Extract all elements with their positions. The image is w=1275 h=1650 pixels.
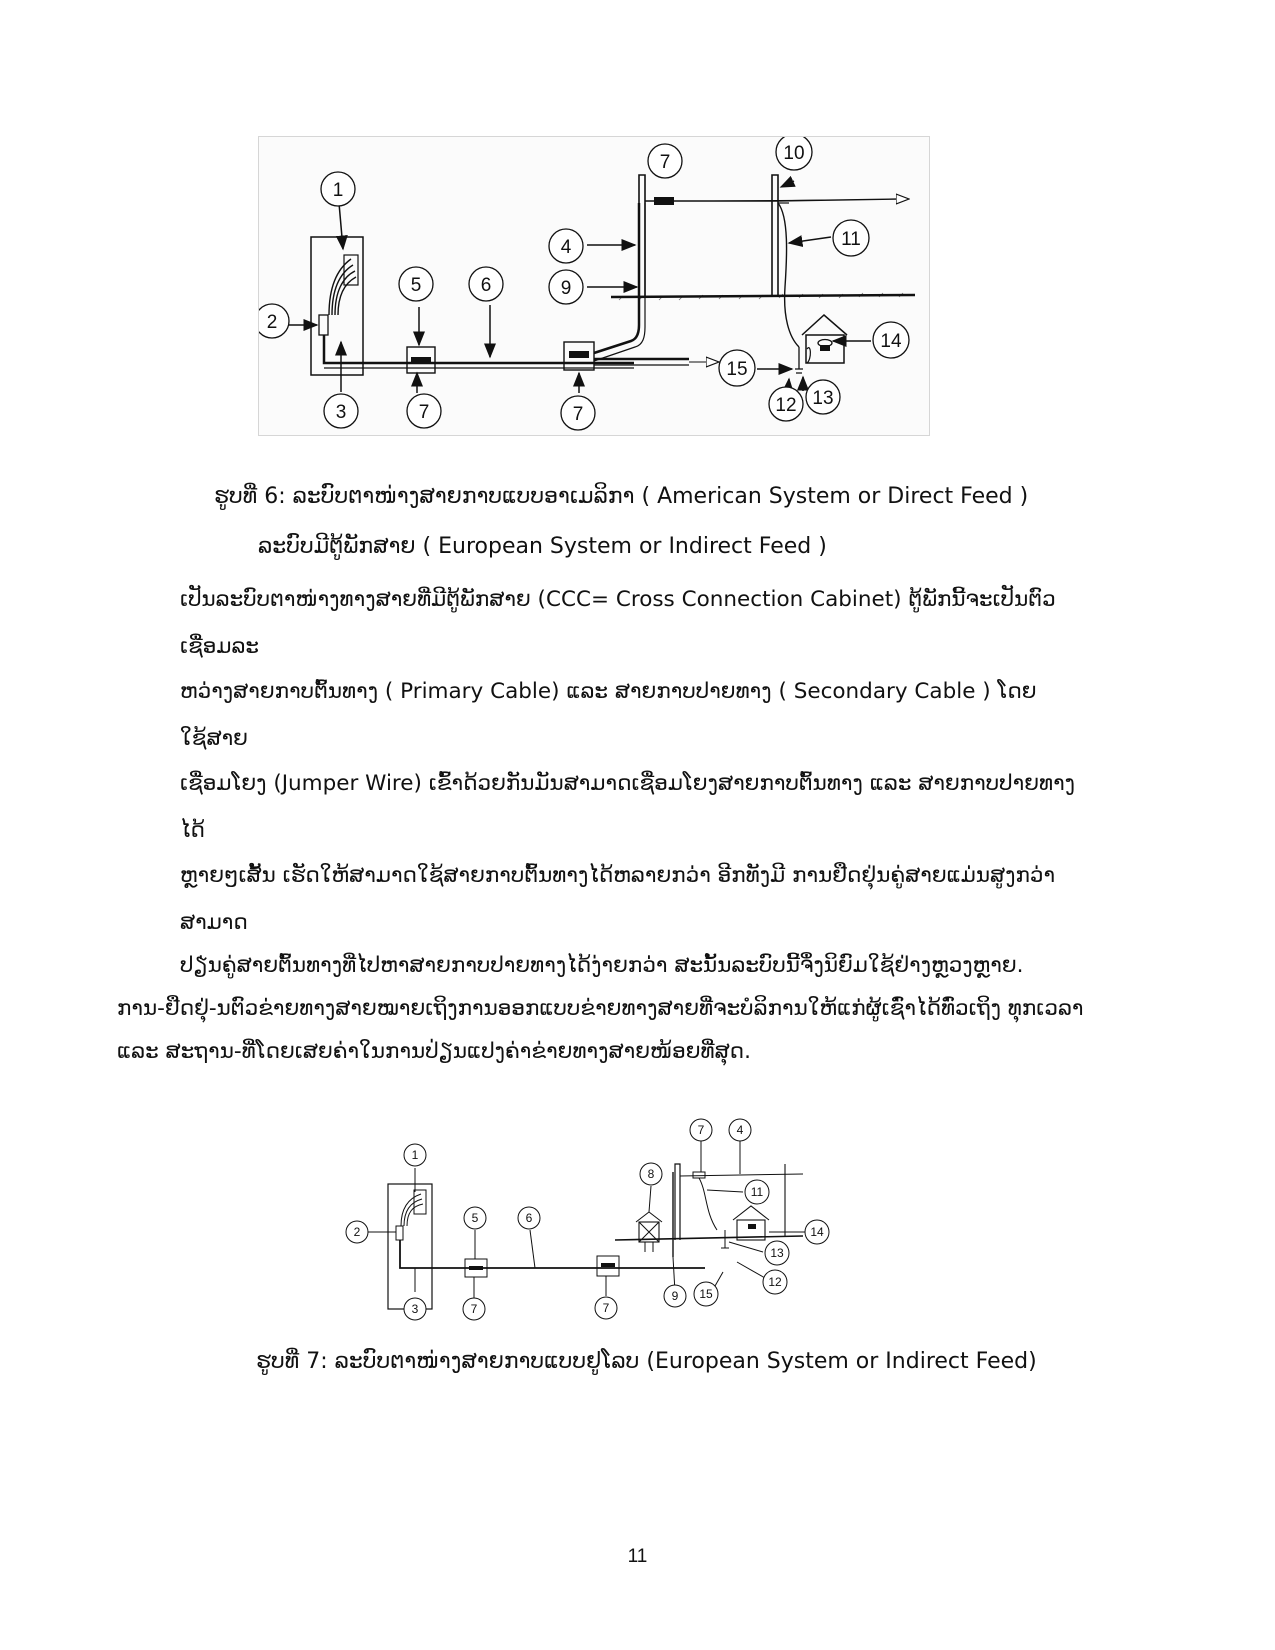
paragraph-line: ສາມາດ xyxy=(180,910,248,935)
paragraph-line: ເປັນລະບົບຕາໜ່າງທາງສາຍທີ່ມີຕູ້ພັກສາຍ (CCC= Cross Connection Cabinet) ຕູ້ພັກນີ້ຈະເປັນຕົວ xyxy=(180,587,1056,612)
fig7-callout-6: 6 xyxy=(525,1211,533,1225)
fig7-callout-15: 15 xyxy=(699,1287,713,1301)
fig7-callout-7c: 7 xyxy=(697,1123,705,1137)
paragraph-line: ການ-ຢືດຢຸ່-ນຕົວຂ່າຍທາງສາຍໝາຍເຖິງການອອກແບບຂ່າຍທາງສາຍທີ່ຈະບໍລິການໃຫ້ແກ່ຜູ້ເຊົ່າໄດ້ທົ່ວເຖິງ ທຸກເວລາ xyxy=(117,996,1084,1021)
fig6-callout-4: 4 xyxy=(560,237,572,258)
fig6-callout-9: 9 xyxy=(560,278,572,299)
paragraph-line: ເຊື່ອມໂຍງ (Jumper Wire) ເຂົ້າດ້ວຍກັນມັນສາມາດເຊື່ອມໂຍງສາຍກາບຕົ້ນທາງ ແລະ ສາຍກາບປາຍທາງ xyxy=(180,771,1076,796)
fig6-callout-10: 10 xyxy=(783,143,805,164)
fig7-callout-7a: 7 xyxy=(470,1302,478,1316)
fig6-callout-15: 15 xyxy=(726,359,748,380)
fig6-callout-3: 3 xyxy=(335,402,347,423)
fig7-callout-8: 8 xyxy=(647,1167,655,1181)
fig7-callout-9: 9 xyxy=(671,1289,679,1303)
figure6-caption: ຮູບທີ່ 6: ລະບົບຕາໜ່າງສາຍກາບແບບອາເມລິກາ ( American System or Direct Feed ) xyxy=(214,484,1029,509)
fig7-callout-7b: 7 xyxy=(602,1301,610,1315)
paragraph-line: ຫຼາຍໆເສັ້ນ ເຮັດໃຫ້ສາມາດໃຊ້ສາຍກາບຕົ້ນທາງໄດ້ຫລາຍກວ່າ ອີກທັງມີ ການຢືດຢຸ່ນຄູ່ສາຍແມ່ນສູງກວ່າ xyxy=(180,863,1056,888)
fig7-callout-3: 3 xyxy=(411,1302,419,1316)
paragraph-line: ແລະ ສະຖານ-ທີ່ໂດຍເສຍຄ່າໃນການປ່ຽນແປງຄ່າຂ່າຍທາງສາຍໜ້ອຍທີ່ສຸດ. xyxy=(117,1039,751,1064)
exchange-frame xyxy=(311,237,363,375)
fig7-callout-11: 11 xyxy=(750,1185,764,1199)
fig7-callout-4: 4 xyxy=(736,1123,744,1137)
fig6-callout-7a: 7 xyxy=(418,402,430,423)
paragraph-line: ປຽ່ນຄູ່ສາຍຕົ້ນທາງທີ່ໄປຫາສາຍກາບປາຍທາງໄດ້ງ່າຍກວ່າ ສະນັ້ນລະບົບນີ້ຈຶ່ງນິຍົມໃຊ້ຢ່າງຫຼວງຫຼາຍ. xyxy=(180,953,1024,978)
paragraph-line: ໃຊ້ສາຍ xyxy=(180,726,248,751)
fig7-callout-5: 5 xyxy=(471,1211,479,1225)
paragraph-line: ຫວ່າງສາຍກາບຕົ້ນທາງ ( Primary Cable) ແລະ ສາຍກາບປາຍທາງ ( Secondary Cable ) ໂດຍ xyxy=(180,679,1037,704)
fig6-callout-13: 13 xyxy=(812,388,834,409)
fig6-callout-12: 12 xyxy=(775,395,797,416)
fig7-callout-2: 2 xyxy=(353,1225,361,1239)
paragraph-line: ໄດ້ xyxy=(180,818,205,843)
fig6-callout-11: 11 xyxy=(841,229,861,250)
figure-european-system xyxy=(345,1112,840,1330)
fig7-callout-12: 12 xyxy=(768,1275,782,1289)
fig7-callout-14: 14 xyxy=(810,1225,824,1239)
fig7-callout-1: 1 xyxy=(411,1148,419,1162)
fig6-callout-1: 1 xyxy=(332,180,344,201)
fig6-callout-6: 6 xyxy=(480,275,492,296)
fig6-callout-14: 14 xyxy=(880,331,902,352)
fig7-callout-13: 13 xyxy=(770,1246,784,1260)
paragraph-line: ເຊື່ອມລະ xyxy=(180,634,260,659)
fig6-callout-7c: 7 xyxy=(659,152,671,173)
section-title: ລະບົບມີຕູ້ພັກສາຍ ( European System or Indirect Feed ) xyxy=(258,534,827,559)
fig6-callout-2: 2 xyxy=(266,312,278,333)
fig6-callout-7b: 7 xyxy=(572,404,584,425)
fig6-callout-5: 5 xyxy=(410,275,422,296)
page-number: 11 xyxy=(627,1546,648,1567)
figure7-caption: ຮູບທີ່ 7: ລະບົບຕາໜ່າງສາຍກາບແບບຢູໂລບ (European System or Indirect Feed) xyxy=(256,1349,1037,1374)
figure-american-system xyxy=(258,136,930,436)
